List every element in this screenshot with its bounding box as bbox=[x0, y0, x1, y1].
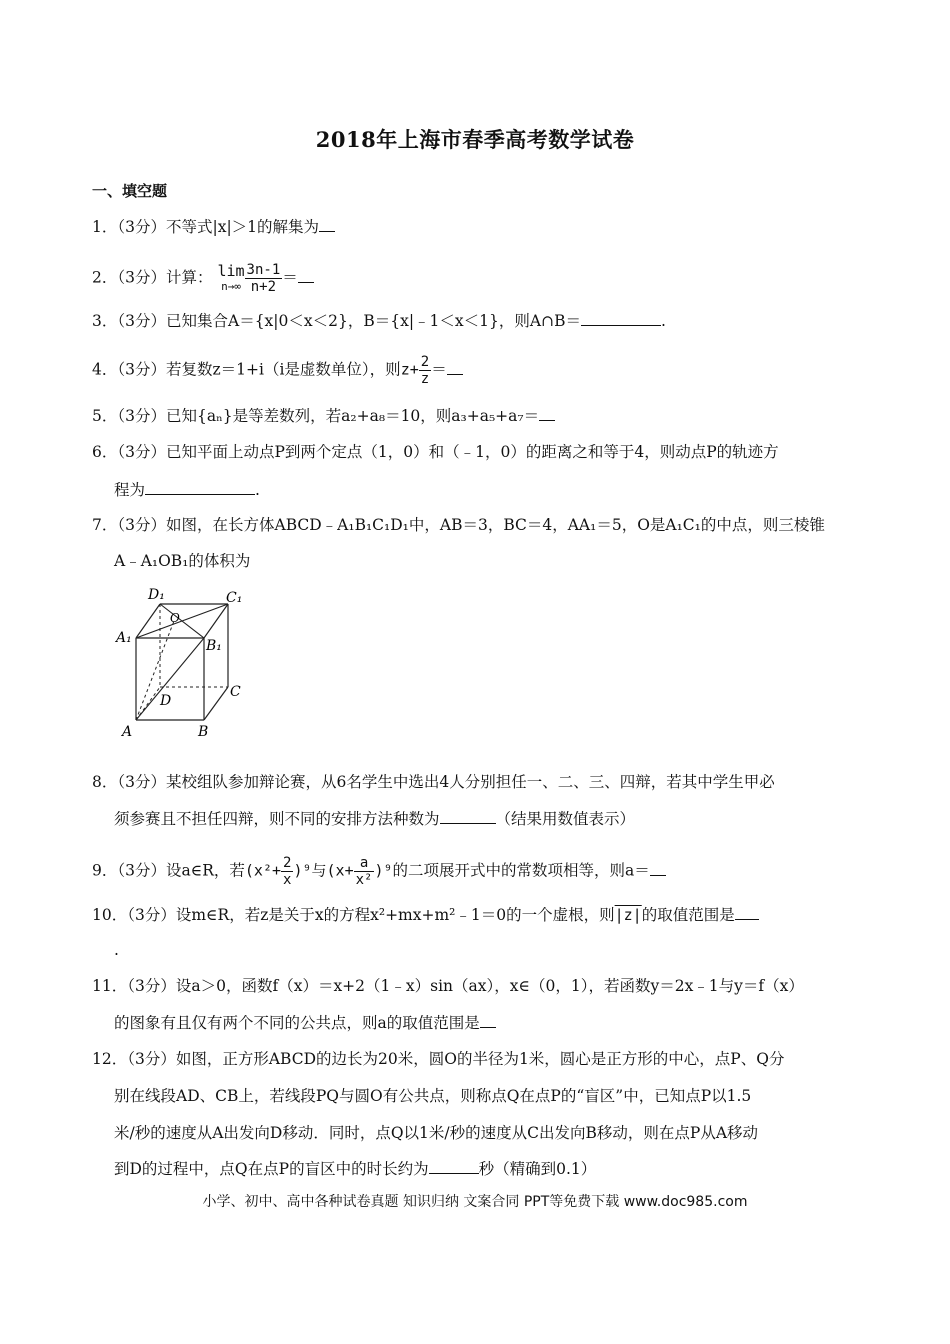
question-6 bbox=[92, 442, 779, 462]
score-label: （3分） bbox=[127, 906, 176, 924]
label-o: O bbox=[170, 611, 180, 625]
question-text: 秒（精确到0.1） bbox=[478, 1160, 597, 1178]
denominator: x² bbox=[355, 872, 373, 888]
question-7-line-2 bbox=[114, 551, 250, 571]
period: . bbox=[660, 312, 666, 330]
question-number: 9． bbox=[92, 861, 118, 880]
question-text: 已知平面上动点P到两个定点（1，0）和（﹣1，0）的距离之和等于4，则动点P的轨迹方 bbox=[166, 443, 779, 461]
answer-blank bbox=[298, 268, 314, 283]
question-text: 的二项展开式中的常数项相等，则a＝ bbox=[392, 861, 650, 880]
question-8-line-2 bbox=[114, 809, 635, 829]
math-term: )⁹ bbox=[374, 861, 393, 880]
question-text: 设a＞0，函数f（x）＝x+2（1﹣x）sin（ax），x∈（0，1），若函数y＝2x﹣1与y＝f（x） bbox=[175, 977, 804, 995]
math-term: |z| bbox=[614, 906, 642, 924]
question-10-line-2 bbox=[114, 940, 119, 960]
question-11-line-2 bbox=[114, 1013, 496, 1033]
math-term: z+ bbox=[400, 360, 419, 379]
question-text: 到D的过程中，点Q在点P的盲区中的时长约为 bbox=[114, 1160, 429, 1178]
question-text: 设a∈R，若 bbox=[166, 861, 245, 880]
question-number: 5． bbox=[92, 407, 118, 425]
question-6-line-2 bbox=[114, 480, 260, 500]
answer-blank bbox=[581, 311, 661, 326]
score-label: （3分） bbox=[117, 773, 166, 791]
math-term: )⁹与 bbox=[293, 861, 327, 880]
question-number: 7． bbox=[92, 516, 118, 534]
numerator: a bbox=[354, 855, 375, 872]
score-label: （3分） bbox=[127, 1050, 176, 1068]
score-label: （3分） bbox=[117, 312, 166, 330]
question-1 bbox=[92, 217, 335, 237]
section-heading: 一、填空题 bbox=[92, 182, 168, 200]
math-term: (x+ bbox=[326, 861, 354, 880]
equals: ＝ bbox=[431, 360, 447, 379]
lim-subscript: n→∞ bbox=[221, 279, 241, 293]
label-c: C bbox=[230, 684, 241, 700]
answer-blank bbox=[319, 217, 335, 232]
period: . bbox=[255, 481, 260, 499]
question-text: 的图象有且仅有两个不同的公共点，则a的取值范围是 bbox=[114, 1014, 480, 1032]
question-3 bbox=[92, 311, 666, 331]
question-text: 的取值范围是 bbox=[641, 906, 735, 924]
numerator: 2 bbox=[283, 855, 292, 871]
question-11 bbox=[92, 976, 804, 996]
question-text: 如图，正方形ABCD的边长为20米，圆O的半径为1米，圆心是正方形的中心，点P、Q分 bbox=[175, 1050, 785, 1068]
score-label: （3分） bbox=[127, 977, 176, 995]
question-text: 米/秒的速度从A出发向D移动．同时，点Q以1米/秒的速度从C出发向B移动，则在点P从A移动 bbox=[114, 1124, 759, 1142]
question-10 bbox=[92, 905, 759, 925]
question-number: 4． bbox=[92, 360, 118, 379]
denominator: x bbox=[283, 872, 292, 888]
answer-blank bbox=[650, 861, 666, 876]
question-text: 须参赛且不担任四辩，则不同的安排方法种数为 bbox=[114, 810, 440, 828]
score-label: （3分） bbox=[117, 360, 166, 379]
math-term: (x²+ bbox=[244, 861, 282, 880]
question-text: 已知集合A＝{x|0＜x＜2}，B＝{x|﹣1＜x＜1}，则A∩B＝ bbox=[166, 312, 581, 330]
question-8 bbox=[92, 772, 775, 792]
numerator: 2 bbox=[420, 354, 430, 370]
question-12 bbox=[92, 1049, 784, 1069]
question-12-line-2 bbox=[114, 1086, 751, 1106]
fraction bbox=[281, 855, 293, 888]
equals: ＝ bbox=[282, 268, 298, 287]
denominator: n+2 bbox=[250, 279, 277, 295]
answer-blank bbox=[440, 809, 496, 824]
label-d: D bbox=[160, 693, 172, 709]
page-footer: 小学、初中、高中各种试卷真题 知识归纳 文案合同 PPT等免费下载 www.doc985.com bbox=[202, 1194, 748, 1210]
question-5 bbox=[92, 406, 555, 426]
question-number: 8． bbox=[92, 773, 118, 791]
question-number: 1． bbox=[92, 218, 118, 236]
answer-blank bbox=[429, 1159, 479, 1174]
answer-blank bbox=[480, 1013, 496, 1028]
score-label: （3分） bbox=[117, 268, 166, 287]
answer-blank bbox=[735, 905, 759, 920]
question-number: 12． bbox=[92, 1050, 128, 1068]
question-text: 别在线段AD、CB上，若线段PQ与圆O有公共点，则称点Q在点P的“盲区”中，已知点P以1.5 bbox=[114, 1087, 752, 1105]
score-label: （3分） bbox=[117, 443, 166, 461]
label-a: A bbox=[122, 724, 133, 740]
question-text: 设m∈R，若z是关于x的方程x²+mx+m²﹣1＝0的一个虚根，则 bbox=[175, 906, 615, 924]
score-label: （3分） bbox=[117, 516, 166, 534]
period: . bbox=[114, 941, 119, 959]
question-number: 10． bbox=[92, 906, 128, 924]
question-text: A﹣A₁OB₁的体积为 bbox=[114, 552, 251, 570]
label-b1: B₁ bbox=[206, 638, 222, 654]
score-label: （3分） bbox=[117, 861, 166, 880]
limit-expression bbox=[217, 261, 245, 294]
question-text: 不等式|x|＞1的解集为 bbox=[166, 218, 320, 236]
denominator: z bbox=[420, 371, 430, 387]
question-number: 2． bbox=[92, 268, 118, 287]
question-4 bbox=[92, 354, 463, 387]
score-label: （3分） bbox=[117, 218, 166, 236]
answer-blank bbox=[447, 360, 463, 375]
question-2 bbox=[92, 262, 314, 295]
score-label: （3分） bbox=[117, 407, 166, 425]
answer-blank bbox=[539, 406, 555, 421]
question-text: 某校组队参加辩论赛，从6名学生中选出4人分别担任一、二、三、四辩，若其中学生甲必 bbox=[166, 773, 775, 791]
question-12-line-3 bbox=[114, 1123, 758, 1143]
question-text: 计算： bbox=[166, 268, 213, 287]
cuboid-figure bbox=[112, 582, 252, 742]
lim-label: lim bbox=[217, 261, 245, 280]
question-text: 程为 bbox=[114, 481, 146, 499]
question-text: （结果用数值表示） bbox=[495, 810, 636, 828]
question-9 bbox=[92, 855, 666, 888]
question-text: 如图，在长方体ABCD﹣A₁B₁C₁D₁中，AB＝3，BC＝4，AA₁＝5，O是A₁C₁的中点，则三棱锥 bbox=[166, 516, 825, 534]
question-7 bbox=[92, 515, 825, 535]
label-b: B bbox=[198, 724, 209, 740]
question-12-line-4 bbox=[114, 1159, 596, 1179]
question-text: 已知{aₙ}是等差数列，若a₂+a₈＝10，则a₃+a₅+a₇＝ bbox=[166, 407, 540, 425]
question-number: 6． bbox=[92, 443, 118, 461]
label-d1: D₁ bbox=[148, 587, 165, 603]
question-number: 3． bbox=[92, 312, 118, 330]
page-title: 2018年上海市春季高考数学试卷 bbox=[315, 127, 635, 152]
question-text: 若复数z＝1+i（i是虚数单位），则 bbox=[166, 360, 401, 379]
fraction bbox=[245, 262, 283, 295]
label-a1: A₁ bbox=[116, 630, 132, 646]
fraction bbox=[419, 354, 431, 387]
question-number: 11． bbox=[92, 977, 128, 995]
fraction bbox=[354, 855, 375, 888]
numerator: 3n-1 bbox=[246, 262, 281, 278]
label-c1: C₁ bbox=[226, 590, 243, 606]
answer-blank bbox=[145, 480, 255, 495]
